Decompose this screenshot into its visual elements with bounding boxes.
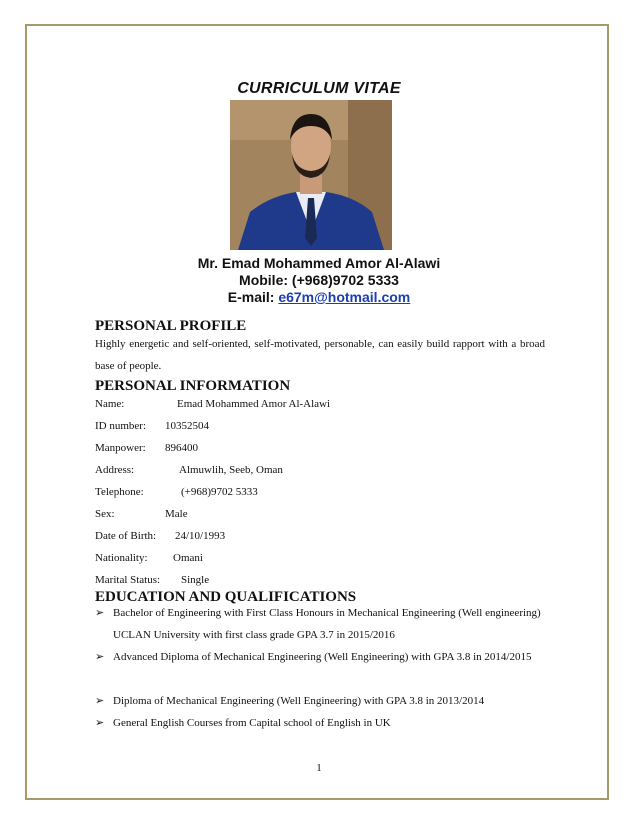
portrait-image bbox=[230, 100, 392, 250]
education-item: ➢ General English Courses from Capital school of English in UK bbox=[95, 712, 555, 734]
info-value: 896400 bbox=[165, 442, 198, 454]
arrow-bullet-icon: ➢ bbox=[95, 606, 105, 619]
info-label: Marital Status: bbox=[95, 574, 161, 586]
info-label: Name: bbox=[95, 398, 125, 410]
info-label: Manpower: bbox=[95, 442, 146, 454]
info-row-sex bbox=[95, 508, 188, 520]
info-label: Address: bbox=[95, 464, 135, 476]
info-label: ID number: bbox=[95, 420, 147, 432]
info-label: Sex: bbox=[95, 508, 115, 520]
arrow-bullet-icon: ➢ bbox=[95, 716, 105, 729]
info-value: Almuwlih, Seeb, Oman bbox=[179, 464, 283, 476]
page-number: 1 bbox=[316, 762, 322, 774]
document-title: CURRICULUM VITAE bbox=[237, 80, 401, 97]
contact-name: Mr. Emad Mohammed Amor Al-Alawi bbox=[197, 255, 441, 271]
education-item: ➢ Diploma of Mechanical Engineering (Well Engineering) with GPA 3.8 in 2013/2014 bbox=[95, 690, 555, 712]
info-row-dob bbox=[95, 530, 226, 542]
info-row-nationality bbox=[95, 552, 203, 564]
education-item: ➢ Advanced Diploma of Mechanical Engineering (Well Engineering) with GPA 3.8 in 2014/2015 bbox=[95, 646, 555, 668]
info-row-id bbox=[95, 420, 209, 432]
contact-email-line bbox=[0, 289, 638, 306]
info-row-marital bbox=[95, 574, 210, 586]
info-row-address bbox=[95, 464, 283, 476]
info-row-name bbox=[95, 398, 331, 410]
info-value: Single bbox=[181, 574, 210, 586]
email-label: E-mail: bbox=[227, 289, 279, 305]
info-value: Omani bbox=[173, 552, 203, 564]
info-value: (+968)9702 5333 bbox=[181, 486, 258, 498]
profile-photo bbox=[230, 100, 392, 250]
email-link[interactable]: e67m@hotmail.com bbox=[278, 289, 411, 305]
info-row-telephone bbox=[95, 486, 258, 498]
info-row-manpower bbox=[95, 442, 198, 454]
info-label: Nationality: bbox=[95, 552, 148, 564]
personal-profile-heading: PERSONAL PROFILE bbox=[95, 318, 247, 334]
contact-mobile: Mobile: (+968)9702 5333 bbox=[239, 272, 399, 288]
info-value: Emad Mohammed Amor Al-Alawi bbox=[177, 398, 331, 410]
arrow-bullet-icon: ➢ bbox=[95, 694, 105, 707]
info-label: Telephone: bbox=[95, 486, 144, 498]
info-label: Date of Birth: bbox=[95, 530, 157, 542]
education-item: ➢ Bachelor of Engineering with First Class Honours in Mechanical Engineering (Well engineering) UCLAN University with first class grade GPA 3.7 in 2015/2016 bbox=[95, 602, 555, 646]
arrow-bullet-icon: ➢ bbox=[95, 650, 105, 663]
info-value: Male bbox=[165, 508, 188, 520]
education-heading: EDUCATION AND QUALIFICATIONS bbox=[95, 589, 357, 605]
personal-information-heading: PERSONAL INFORMATION bbox=[95, 378, 291, 394]
personal-profile-text: Highly energetic and self-oriented, self-motivated, personable, can easily build rapport with a broad base of people. bbox=[95, 338, 545, 372]
info-value: 10352504 bbox=[165, 420, 209, 432]
info-value: 24/10/1993 bbox=[175, 530, 226, 542]
